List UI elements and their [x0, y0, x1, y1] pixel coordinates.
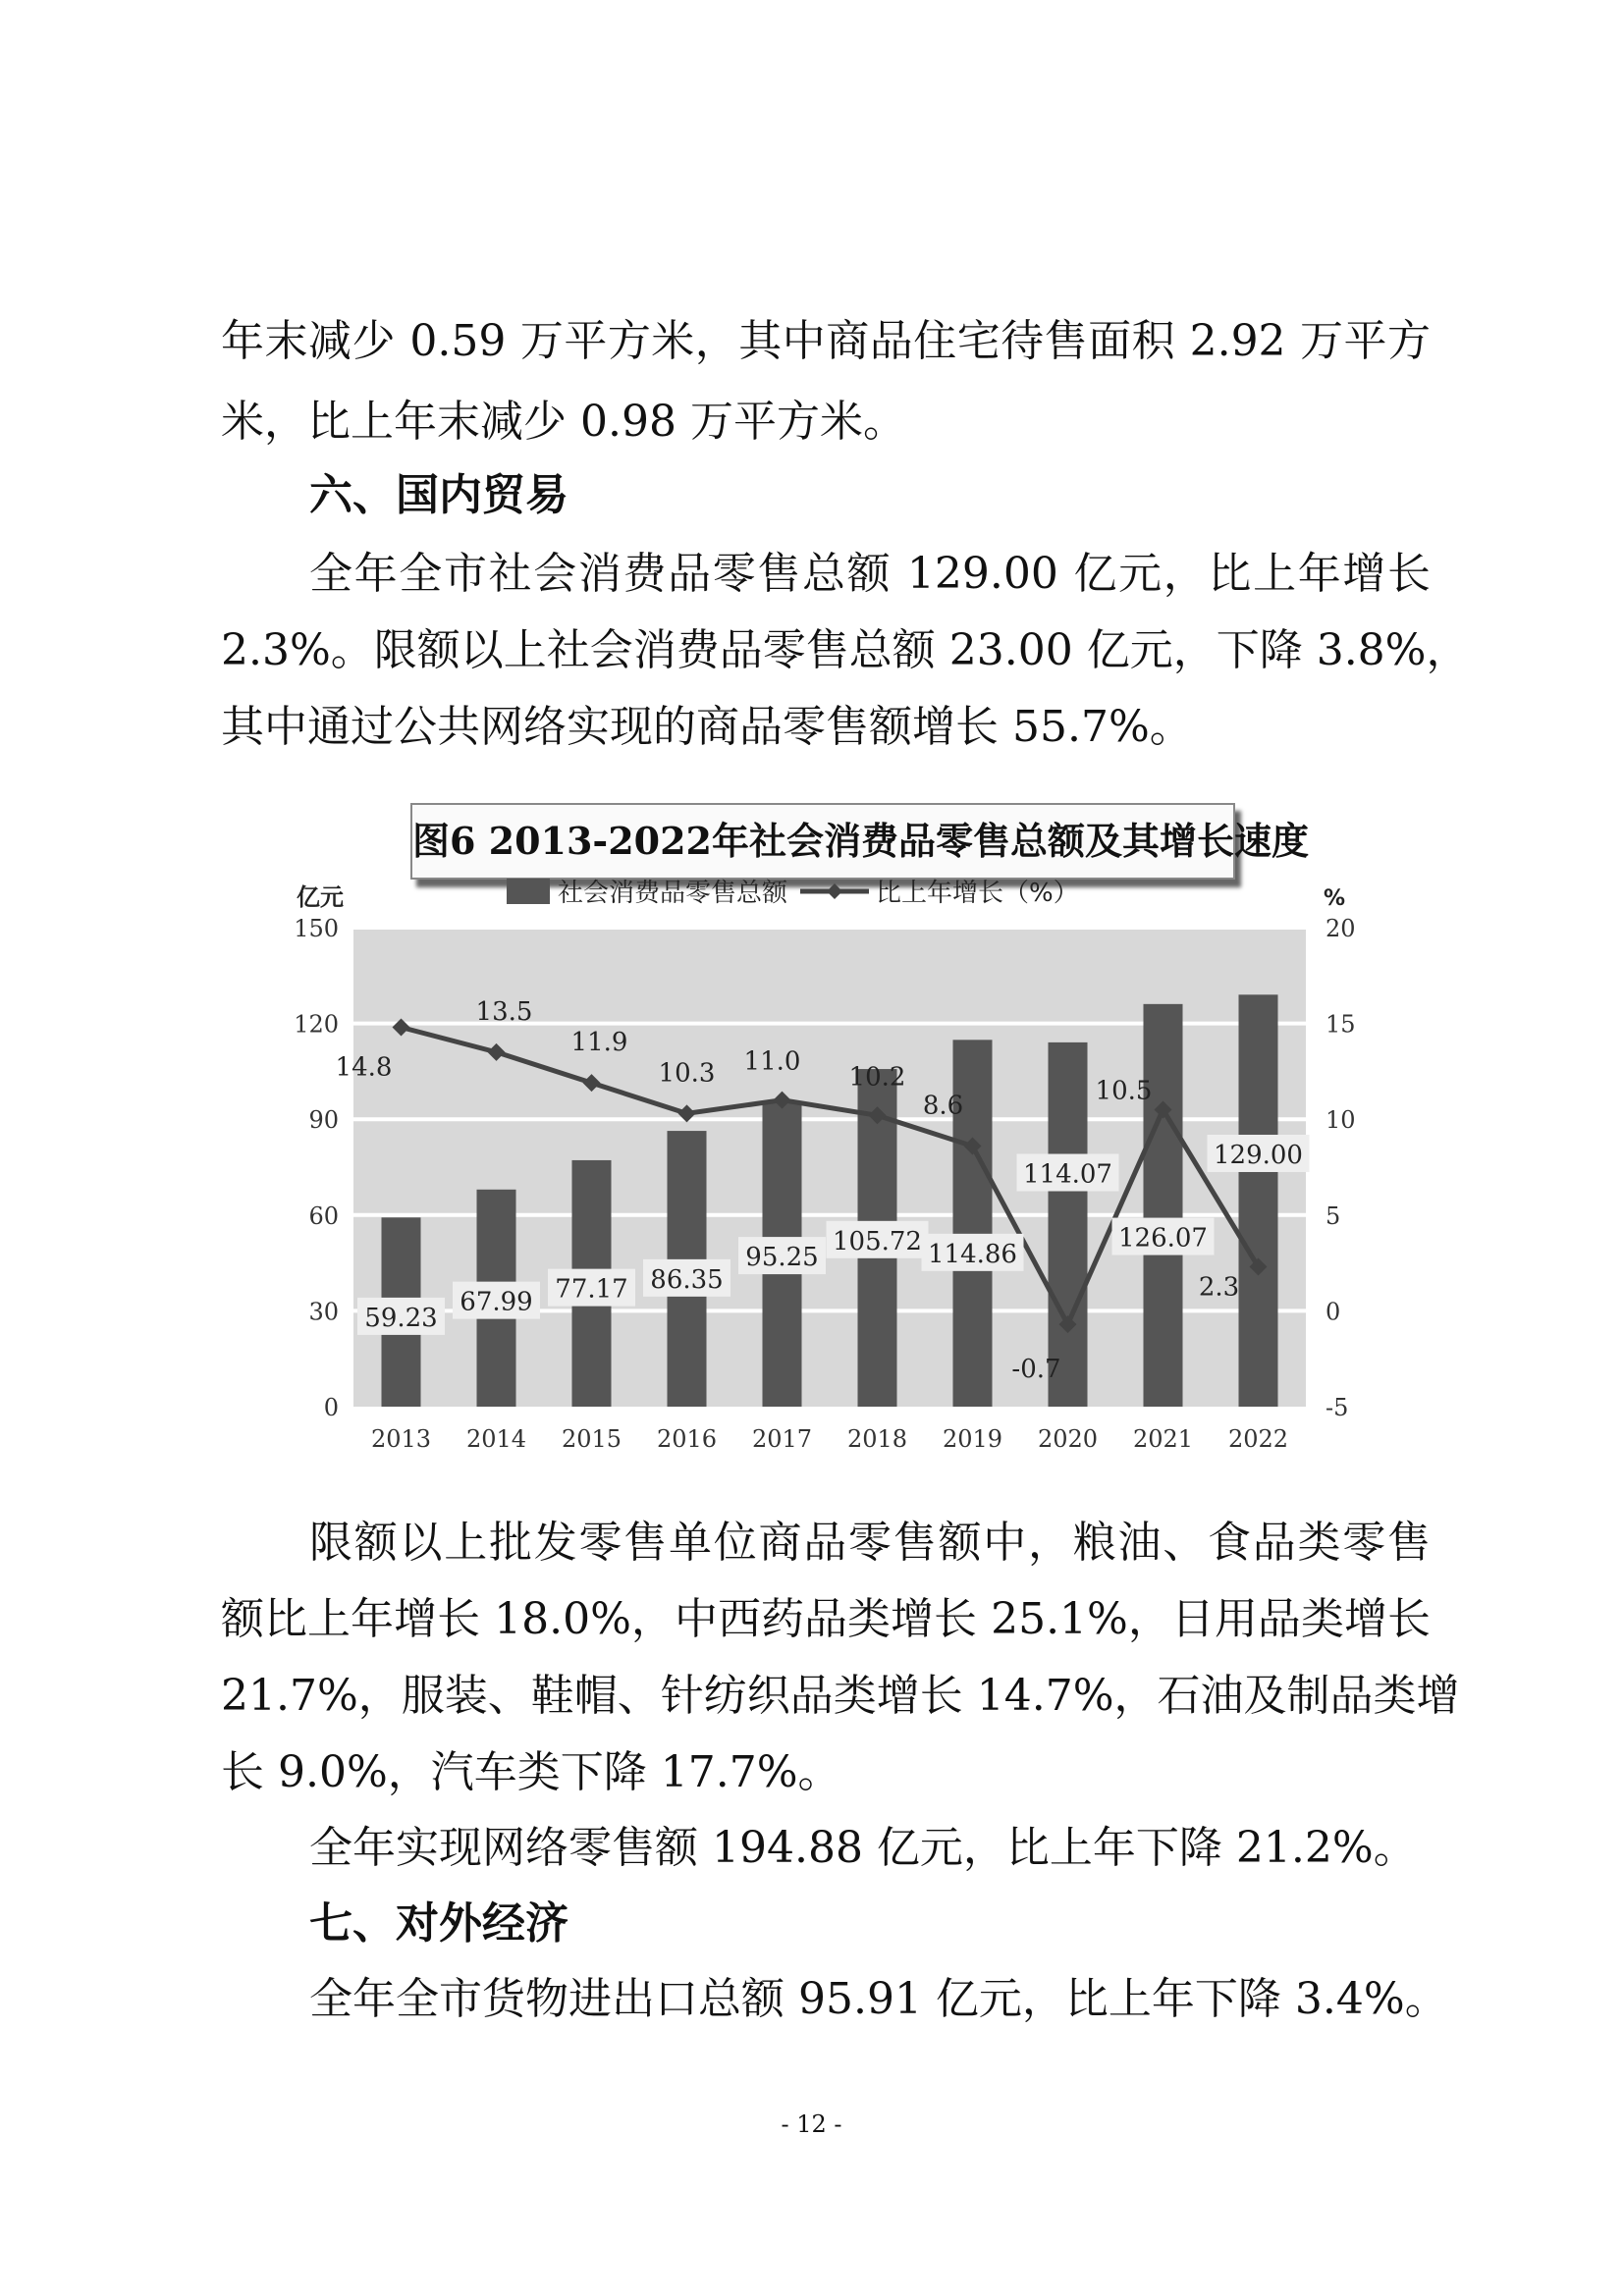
- x-tick: 2021: [1132, 1425, 1194, 1453]
- bar-value-label: 105.72: [833, 1226, 922, 1256]
- paragraph-line: 2.3%。限额以上社会消费品零售总额 23.00 亿元，下降 3.8%，: [221, 625, 1470, 675]
- y-tick-left: 60: [308, 1201, 339, 1230]
- x-tick: 2014: [465, 1425, 527, 1453]
- growth-value-label: 8.6: [922, 1091, 964, 1121]
- growth-value-label: 13.5: [475, 996, 533, 1027]
- y-tick-left: 90: [308, 1106, 339, 1135]
- x-tick: 2013: [370, 1425, 432, 1453]
- x-tick: 2016: [656, 1425, 718, 1453]
- growth-value-label: 10.5: [1095, 1076, 1153, 1106]
- bar: [1239, 994, 1278, 1407]
- growth-value-label: 14.8: [335, 1052, 393, 1083]
- growth-value-label: 10.3: [658, 1058, 716, 1089]
- y-tick-right: 5: [1325, 1201, 1341, 1230]
- growth-value-label: 10.2: [848, 1062, 906, 1093]
- paragraph-line: 其中通过公共网络实现的商品零售额增长 55.7%。: [221, 702, 1193, 752]
- bar: [1049, 1042, 1088, 1407]
- y-tick-right: 0: [1325, 1298, 1341, 1326]
- section-heading: 六、国内贸易: [309, 470, 568, 520]
- legend-bar-swatch: [507, 879, 550, 904]
- growth-value-label: 2.3: [1198, 1272, 1240, 1303]
- growth-value-label: 11.9: [570, 1028, 628, 1058]
- legend-line-marker: [827, 883, 842, 899]
- page-number: - 12 -: [781, 2110, 842, 2138]
- paragraph-line: 21.7%，服装、鞋帽、针纺织品类增长 14.7%，石油及制品类增: [221, 1671, 1460, 1721]
- y-tick-right: 10: [1325, 1106, 1356, 1135]
- bar-value-label: 114.86: [928, 1239, 1017, 1269]
- x-tick: 2022: [1227, 1425, 1289, 1453]
- legend-line-label: 比上年增长（%）: [876, 879, 1079, 908]
- paragraph-line: 年末减少 0.59 万平方米，其中商品住宅待售面积 2.92 万平方: [221, 316, 1431, 366]
- y-tick-left: 150: [294, 915, 339, 942]
- y-tick-left: 0: [323, 1394, 339, 1421]
- paragraph-line: 全年全市社会消费品零售总额 129.00 亿元，比上年增长: [309, 549, 1431, 599]
- x-tick: 2018: [846, 1425, 908, 1453]
- paragraph-line: 长 9.0%，汽车类下降 17.7%。: [221, 1747, 841, 1797]
- y-tick-left: 120: [294, 1010, 339, 1039]
- x-tick: 2019: [942, 1425, 1003, 1453]
- paragraph-line: 全年实现网络零售额 194.88 亿元，比上年下降 21.2%。: [309, 1823, 1417, 1873]
- bar-value-label: 86.35: [650, 1264, 724, 1295]
- bar-value-label: 95.25: [745, 1243, 819, 1273]
- bar-value-label: 114.07: [1023, 1159, 1112, 1190]
- bar-value-label: 59.23: [364, 1303, 438, 1333]
- section-heading: 七、对外经济: [309, 1898, 568, 1949]
- bar: [1144, 1004, 1183, 1407]
- y-tick-right: -5: [1325, 1394, 1349, 1421]
- x-tick: 2015: [561, 1425, 622, 1453]
- y-tick-left: 30: [308, 1298, 339, 1326]
- bar-value-label: 126.07: [1118, 1223, 1208, 1254]
- y-tick-right: 15: [1325, 1010, 1356, 1039]
- chart-title: 图6 2013-2022年社会消费品零售总额及其增长速度: [410, 803, 1235, 880]
- y-axis-label-left: 亿元: [297, 883, 344, 911]
- growth-value-label: 11.0: [743, 1046, 801, 1077]
- x-tick: 2017: [751, 1425, 813, 1453]
- bar-value-label: 67.99: [460, 1287, 533, 1317]
- paragraph-line: 额比上年增长 18.0%，中西药品类增长 25.1%，日用品类增长: [221, 1594, 1431, 1644]
- legend-bar-label: 社会消费品零售总额: [558, 879, 788, 908]
- growth-value-label: -0.7: [1011, 1355, 1061, 1385]
- bar-value-label: 77.17: [555, 1274, 628, 1305]
- paragraph-line: 全年全市货物进出口总额 95.91 亿元，比上年下降 3.4%。: [309, 1974, 1448, 2024]
- x-tick: 2020: [1037, 1425, 1099, 1453]
- paragraph-line: 限额以上批发零售单位商品零售额中，粮油、食品类零售: [309, 1518, 1431, 1568]
- paragraph-line: 米，比上年末减少 0.98 万平方米。: [221, 397, 906, 447]
- y-axis-label-right: %: [1324, 886, 1346, 911]
- y-tick-right: 20: [1325, 915, 1356, 942]
- bar-value-label: 129.00: [1214, 1140, 1303, 1170]
